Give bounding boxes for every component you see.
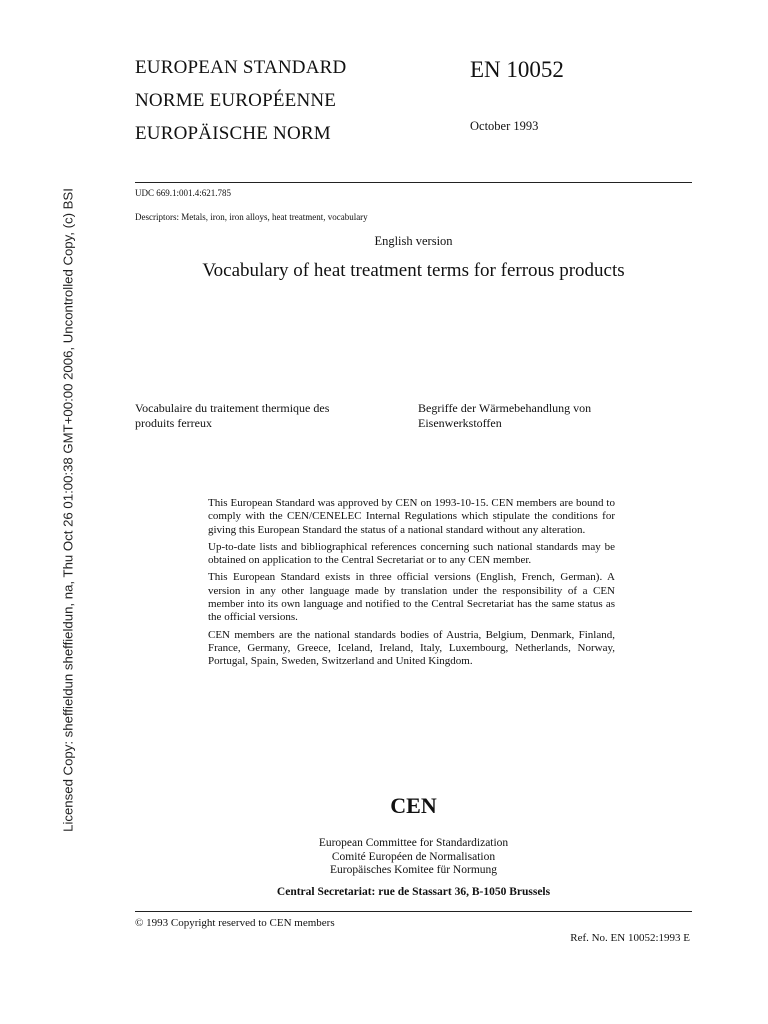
udc-code: UDC 669.1:001.4:621.785 — [135, 188, 232, 198]
header-line-en: EUROPEAN STANDARD — [135, 57, 347, 78]
cen-name-de: Europäisches Komitee für Normung — [329, 864, 498, 876]
version-label: English version — [374, 234, 453, 248]
reference-number: Ref. No. EN 10052:1993 E — [570, 932, 690, 944]
cen-name-en: European Committee for Standardization — [318, 837, 509, 849]
copyright-notice: © 1993 Copyright reserved to CEN members — [135, 917, 335, 929]
cen-names — [135, 837, 692, 878]
body-paragraph: This European Standard was approved by CEN on 1993-10-15. CEN members are bound to comply with the CEN/CENELEC Internal Regulations which stipulate the conditions for giving this European Standard the status of a national standard without any alteration. — [208, 497, 615, 536]
title-german — [418, 401, 591, 431]
body-paragraph: CEN members are the national standards bodies of Austria, Belgium, Denmark, Finland, France, Germany, Greece, Iceland, Ireland, Italy, Luxembourg, Netherlands, Norway, Portugal, Spain, Sweden, Switzerland and United Kingdom. — [208, 628, 615, 668]
header-line-de: EUROPÄISCHE NORM — [135, 123, 331, 144]
cen-name-fr: Comité Européen de Normalisation — [331, 850, 496, 863]
header-rule — [135, 182, 692, 183]
document-title: Vocabulary of heat treatment terms for ferrous products — [202, 260, 625, 281]
title-french-line: Vocabulaire du traitement thermique des — [135, 401, 330, 415]
footer-rule — [135, 911, 692, 912]
body-paragraph: This European Standard exists in three official versions (English, French, German). A version in any other language made by translation under the responsibility of a CEN member into its own language and notified to the Central Secretariat has the same status as the official versions. — [208, 571, 615, 624]
descriptors: Descriptors: Metals, iron, iron alloys, heat treatment, vocabulary — [135, 212, 368, 222]
body-paragraph: Up-to-date lists and bibliographical references concerning such national standards may be obtained on application to the Central Secretariat or to any CEN member. — [208, 540, 615, 567]
title-french-line: produits ferreux — [135, 416, 212, 430]
header-line-fr: NORME EUROPÉENNE — [135, 90, 337, 111]
license-watermark: Licensed Copy: sheffieldun sheffieldun, na, Thu Oct 26 01:00:38 GMT+00:00 2006, Uncontrolled Copy, (c) BSI — [60, 188, 76, 832]
approval-statement — [208, 497, 615, 673]
title-german-line: Begriffe der Wärmebehandlung von — [418, 401, 592, 415]
cen-logo: CEN — [390, 793, 437, 818]
title-german-line: Eisenwerkstoffen — [418, 416, 502, 430]
title-french — [135, 401, 329, 431]
central-secretariat: Central Secretariat: rue de Stassart 36, B-1050 Brussels — [276, 886, 551, 898]
standard-number: EN 10052 — [470, 57, 564, 82]
publication-date: October 1993 — [470, 119, 539, 133]
